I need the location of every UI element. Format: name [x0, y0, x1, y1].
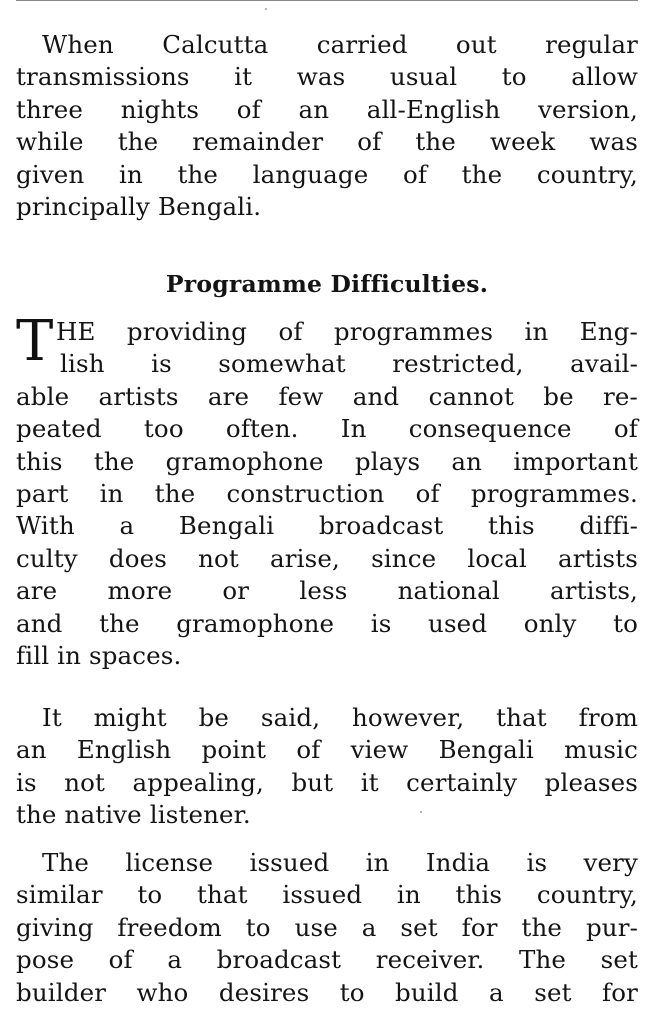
text-line: culty does not arise, since local artists [16, 543, 638, 573]
text-line: given in the language of the country, [16, 159, 638, 189]
text-line: while the remainder of the week was [16, 127, 638, 157]
text-line: is not appealing, but it certainly pleases [16, 767, 638, 797]
text-line: three nights of an all-English version, [16, 94, 638, 124]
text-line: able artists are few and cannot be re- [16, 381, 638, 411]
paragraph-programme-difficulties [16, 309, 638, 672]
text-line: pose of a broadcast receiver. The set [16, 945, 638, 975]
top-rule-divider [16, 0, 638, 4]
text-line: are more or less national artists, [16, 576, 638, 606]
section-heading: Programme Difficulties. [165, 270, 489, 298]
paragraph-calcutta-transmissions [16, 29, 638, 223]
text-line: similar to that issued in this country, [16, 880, 638, 910]
text-line: giving freedom to use a set for the pur- [16, 912, 638, 942]
article-column [16, 0, 638, 1018]
print-speck [265, 8, 267, 10]
text-line: this the gramophone plays an important [16, 446, 638, 476]
text-line: The license issued in India is very [42, 848, 638, 877]
paragraph-bengali-music [16, 702, 638, 832]
text-line: fill in spaces. [16, 640, 182, 670]
text-line: HE providing of programmes in Eng- [56, 317, 638, 346]
print-speck [420, 811, 422, 813]
text-line: peated too often. In consequence of [16, 414, 638, 444]
text-line: principally Bengali. [16, 191, 262, 221]
text-line: When Calcutta carried out regular [42, 30, 638, 59]
text-line: part in the construction of programmes. [16, 478, 638, 508]
text-line: and the gramophone is used only to [16, 608, 638, 638]
text-line: builder who desires to build a set for [16, 977, 638, 1007]
text-line: lish is somewhat restricted, avail- [60, 349, 638, 379]
text-line: the native listener. [16, 800, 251, 830]
paragraph-license-india [16, 847, 638, 1009]
text-line: an English point of view Bengali music [16, 735, 638, 765]
drop-cap: T [16, 309, 54, 374]
text-line: It might be said, however, that from [42, 703, 638, 732]
text-line: With a Bengali broadcast this diffi- [16, 511, 638, 541]
text-line: transmissions it was usual to allow [16, 62, 638, 92]
